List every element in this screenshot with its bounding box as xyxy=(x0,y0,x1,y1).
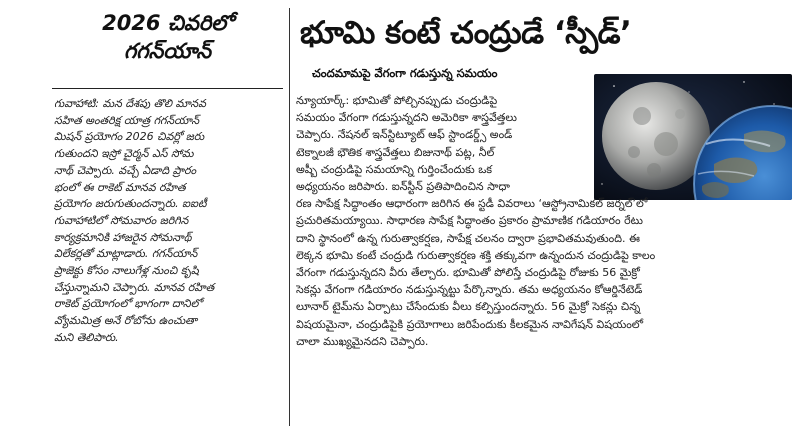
right-article xyxy=(292,8,792,426)
left-body-line: మిషన్ ప్రయోగం 2026 చివర్లో జరు xyxy=(54,130,205,144)
right-article-body xyxy=(296,92,792,350)
left-body-line: మని తెలిపారు. xyxy=(54,330,119,344)
left-body-line: చేస్తున్నామని చెప్పారు. మానవ రహిత xyxy=(54,280,215,294)
left-body-line: వ్యోమమిత్ర అనే రోబోను ఉంచుతా xyxy=(54,314,198,328)
right-body-line: చాలా ముఖ్యమైనదని చెప్పారు. xyxy=(296,334,429,348)
left-body-line: ప్రయోగం జరుగుతుందన్నారు. ఐఐటీ xyxy=(54,197,207,211)
left-title-line-2: గగన్‌యాన్ xyxy=(124,39,211,63)
left-body-line: గువాహాటిలో సోమవారం జరిగిన xyxy=(54,213,189,227)
right-body-line: విషయమైనా, చంద్రుడిపైకి ప్రయోగాలు జరిపేందుకు కీలకమైన నావిగేషన్ విషయంలో xyxy=(296,317,644,331)
right-body-line: చెప్పారు. నేషనల్ ఇన్‌స్టిట్యూట్ ఆఫ్ స్టాండర్డ్స్ అండ్ xyxy=(296,128,513,142)
left-article-body xyxy=(54,96,278,347)
left-body-line: రాకెట్ ప్రయోగంలో భాగంగా దానిలో xyxy=(54,297,202,311)
right-body-line: దాని స్థానంలో ఉన్న గురుత్వాకర్షణ, సాపేక్ష చలనం ద్వారా ప్రభావితమవుతుంది. ఈ xyxy=(296,231,640,245)
right-body-line: అష్బీ చంద్రుడిపై సమయాన్ని గుర్తించేందుకు ఒక xyxy=(296,162,492,176)
right-body-line: సమయం వేగంగా గడుస్తున్నదని అమెరికా శాస్త్రవేత్తలు xyxy=(296,111,517,125)
left-body-line: నాథ్ చెప్పారు. వచ్చే ఏడాది ప్రారం xyxy=(54,163,197,177)
right-body-line: లూనార్ టైమ్‌ను ఏర్పాటు చేసేందుకు వీలు కల్పిస్తుందన్నారు. 56 మైక్రో సెకన్లు చిన్న xyxy=(296,300,641,314)
left-body-line: విలేకర్లతో మాట్లాడారు. గగన్‌యాన్ xyxy=(54,247,198,261)
left-title-divider xyxy=(52,88,283,89)
right-body-line: అధ్యయనం జరిపారు. ఐన్‌స్టీన్ ప్రతిపాదించిన సాధా xyxy=(296,180,510,194)
left-article-title xyxy=(52,10,283,64)
right-body-line: ప్రచురితమయ్యాయి. సాధారణ సాపేక్ష సిద్ధాంతం ప్రకారం ప్రామాణిక గడియారం రేటు xyxy=(296,214,643,228)
right-body-line: సెకన్లు వేగంగా గడియారం నడుస్తున్నట్టు పేర్కొన్నారు. తమ అధ్యయనం కోఆర్డినేటెడ్ xyxy=(296,283,643,297)
right-article-headline: భూమి కంటే చంద్రుడే ‘స్పీడ్’ xyxy=(300,15,632,51)
left-body-line: ప్రాజెక్టు కోసం నాలుగేళ్ల నుంచి కృషి xyxy=(54,264,199,278)
left-article xyxy=(52,8,290,426)
right-body-line: వేగంగా గడుస్తున్నదని వీరు తేల్చారు. భూమితో పోలిస్తే చంద్రుడిపై రోజుకు 56 మైక్రో xyxy=(296,266,640,280)
left-body-line: గుతుందని ఇస్రో చైర్మన్ ఎస్ సోమ xyxy=(54,147,194,161)
left-body-line: సహిత అంతరిక్ష యాత్ర గగన్‌యాన్ xyxy=(54,113,200,127)
left-body-line: కార్యక్రమానికి హాజరైన సోమనాథ్ xyxy=(54,230,192,244)
left-body-line: గువాహాటి: మన దేశపు తొలి మానవ xyxy=(54,97,206,110)
left-title-line-1: 2026 చివరిలో xyxy=(102,11,233,35)
right-body-line: రణ సాపేక్ష సిద్ధాంతం ఆధారంగా జరిగిన ఈ స్టడీ వివరాలు ‘ఆస్ట్రోనామికల్ జర్నల్’లో xyxy=(296,197,648,211)
right-body-line: లెక్కన భూమి కంటే చంద్రుడి గురుత్వాకర్షణ శక్తి తక్కువగా ఉన్నందున చంద్రుడిపై కాలం xyxy=(296,248,656,262)
right-body-line: టెక్నాలజీ భౌతిక శాస్త్రవేత్తలు బిజునాథ్ పట్ల, నీల్ xyxy=(296,145,495,159)
right-body-line: న్యూయార్క్: భూమితో పోల్చినప్పుడు చంద్రుడిపై xyxy=(296,94,498,107)
right-article-subheadline: చందమామపై వేగంగా గడుస్తున్న సమయం xyxy=(312,66,498,80)
left-body-line: భంలో ఈ రాకెట్ మానవ రహిత xyxy=(54,180,186,194)
